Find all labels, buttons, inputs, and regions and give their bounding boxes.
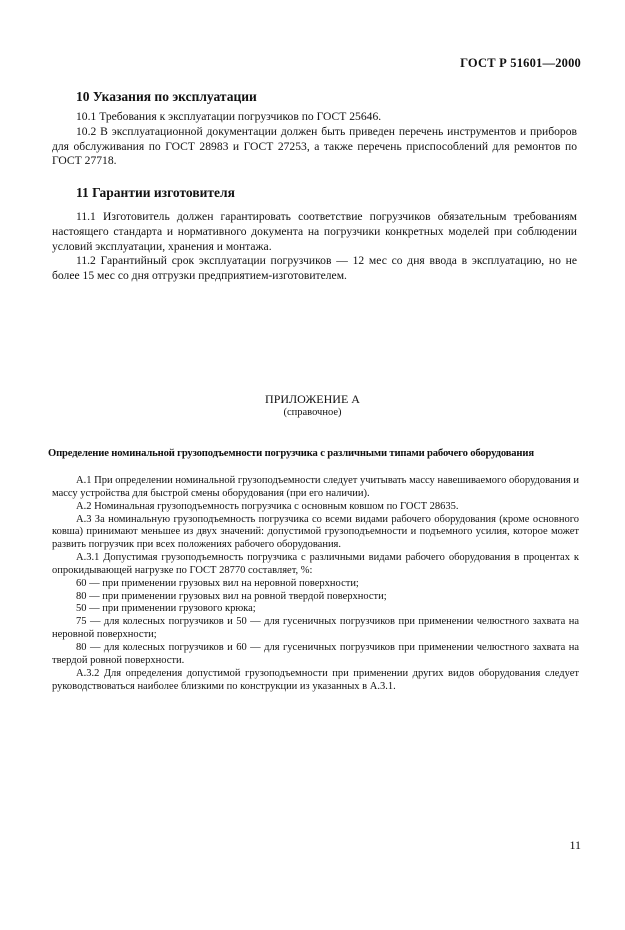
paragraph-11-1: 11.1 Изготовитель должен гарантировать соответствие погрузчиков обязательным требованиям настоящего стандарта и нормативного документа на погрузчики конкретных моделей при соблюдении условий эксплуатации, хранения и монтажа.	[52, 210, 577, 253]
paragraph-a2: А.2 Номинальная грузоподъемность погрузчика с основным ковшом по ГОСТ 28635.	[76, 500, 459, 512]
appendix-heading: Определение номинальной грузоподъемности погрузчика с различными типами рабочего оборудования	[48, 448, 534, 459]
appendix-body	[52, 475, 579, 693]
document-code-header: ГОСТ Р 51601—2000	[460, 56, 581, 70]
list-item-hook: 50 — при применении грузового крюка;	[76, 603, 256, 615]
appendix-title: ПРИЛОЖЕНИЕ А	[265, 392, 360, 406]
paragraph-a3-2: А.3.2 Для определения допустимой грузоподъемности при применении других видов оборудования следует руководствоваться наиболее близкими по конструкции из указанных в А.3.1.	[52, 667, 579, 692]
list-item-forks-even: 80 — при применении грузовых вил на ровной твердой поверхности;	[76, 590, 387, 602]
section-10-heading: 10 Указания по эксплуатации	[76, 89, 257, 104]
list-item-grab-even: 80 — для колесных погрузчиков и 60 — для гусеничных погрузчиков при применении челюстного захвата на твердой ровной поверхности.	[52, 641, 579, 666]
paragraph-10-2: 10.2 В эксплуатационной документации должен быть приведен перечень инструментов и приборов для обслуживания по ГОСТ 28983 и ГОСТ 27253, а также перечень приспособлений для ремонтов по ГОСТ 27718.	[52, 124, 577, 168]
list-item-grab-uneven: 75 — для колесных погрузчиков и 50 — для гусеничных погрузчиков при применении челюстного захвата на неровной поверхности;	[52, 616, 579, 641]
page-number: 11	[569, 838, 581, 852]
paragraph-11-2: 11.2 Гарантийный срок эксплуатации погрузчиков — 12 мес со дня ввода в эксплуатацию, но не более 15 мес со дня отгрузки предприятием-изготовителем.	[52, 254, 577, 283]
paragraph-10-1: 10.1 Требования к эксплуатации погрузчиков по ГОСТ 25646.	[76, 110, 382, 123]
appendix-subtitle: (справочное)	[283, 407, 342, 418]
section-10-body	[52, 110, 577, 169]
section-11-body	[52, 210, 577, 284]
list-item-forks-uneven: 60 — при применении грузовых вил на неровной поверхности;	[76, 577, 359, 589]
paragraph-a3-1: А.3.1 Допустимая грузоподъемность погрузчика с различными видами рабочего оборудования в процентах к опрокидывающей нагрузке по ГОСТ 28770 составляет, %:	[52, 552, 579, 576]
paragraph-a1: А.1 При определении номинальной грузоподъемности следует учитывать массу навешиваемого оборудования и массу устройства для быстрой смены оборудования (при его наличии).	[52, 475, 579, 499]
paragraph-a3: А.3 За номинальную грузоподъемность погрузчика со всеми видами рабочего оборудования (кроме основного ковша) принимают меньшее из двух значений: допустимой грузоподъемности и подъемного усилия, которое может развить погрузчик при всех положениях рабочего оборудования.	[52, 513, 579, 551]
section-11-heading: 11 Гарантии изготовителя	[76, 185, 235, 200]
